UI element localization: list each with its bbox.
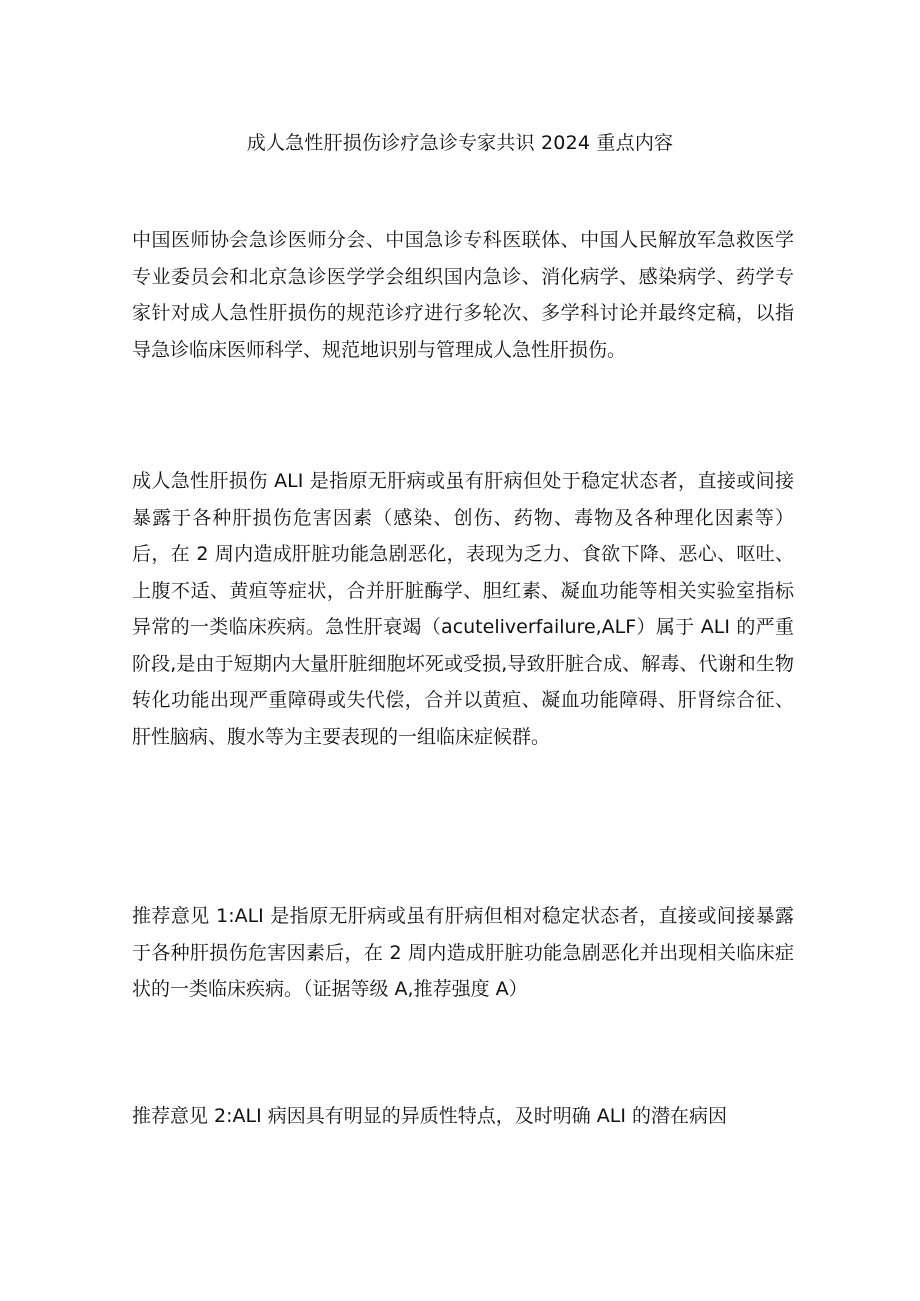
paragraph-recommendation-2: 推荐意见 2:ALI 病因具有明显的异质性特点，及时明确 ALI 的潜在病因 <box>132 1105 728 1127</box>
document-title: 成人急性肝损伤诊疗急诊专家共识 2024 重点内容 <box>246 132 674 154</box>
paragraph-intro: 中国医师协会急诊医师分会、中国急诊专科医联体、中国人民解放军急救医学专业委员会和北京急诊医学学会组织国内急诊、消化病学、感染病学、药学专家针对成人急性肝损伤的规范诊疗进行多轮次、多学科讨论并最终定稿，以指导急诊临床医师科学、规范地识别与管理成人急性肝损伤。 <box>132 229 794 361</box>
paragraph-recommendation-1: 推荐意见 1:ALI 是指原无肝病或虽有肝病但相对稳定状态者，直接或间接暴露于各种肝损伤危害因素后，在 2 周内造成肝脏功能急剧恶化并出现相关临床症状的一类临床疾病。（证据等级 A,推荐强度 A） <box>132 905 794 1000</box>
paragraph-definition: 成人急性肝损伤 ALI 是指原无肝病或虽有肝病但处于稳定状态者，直接或间接暴露于各种肝损伤危害因素（感染、创伤、药物、毒物及各种理化因素等）后，在 2 周内造成肝脏功能急剧恶化，表现为乏力、食欲下降、恶心、呕吐、上腹不适、黄疸等症状，合并肝脏酶学、胆红素、凝血功能等相关实验室指标异常的一类临床疾病。急性肝衰竭（acuteliverfailure,ALF）属于 ALI 的严重阶段,是由于短期内大量肝脏细胞坏死或受损,导致肝脏合成、解毒、代谢和生物转化功能出现严重障碍或失代偿，合并以黄疸、凝血功能障碍、肝肾综合征、肝性脑病、腹水等为主要表现的一组临床症候群。 <box>132 470 794 748</box>
